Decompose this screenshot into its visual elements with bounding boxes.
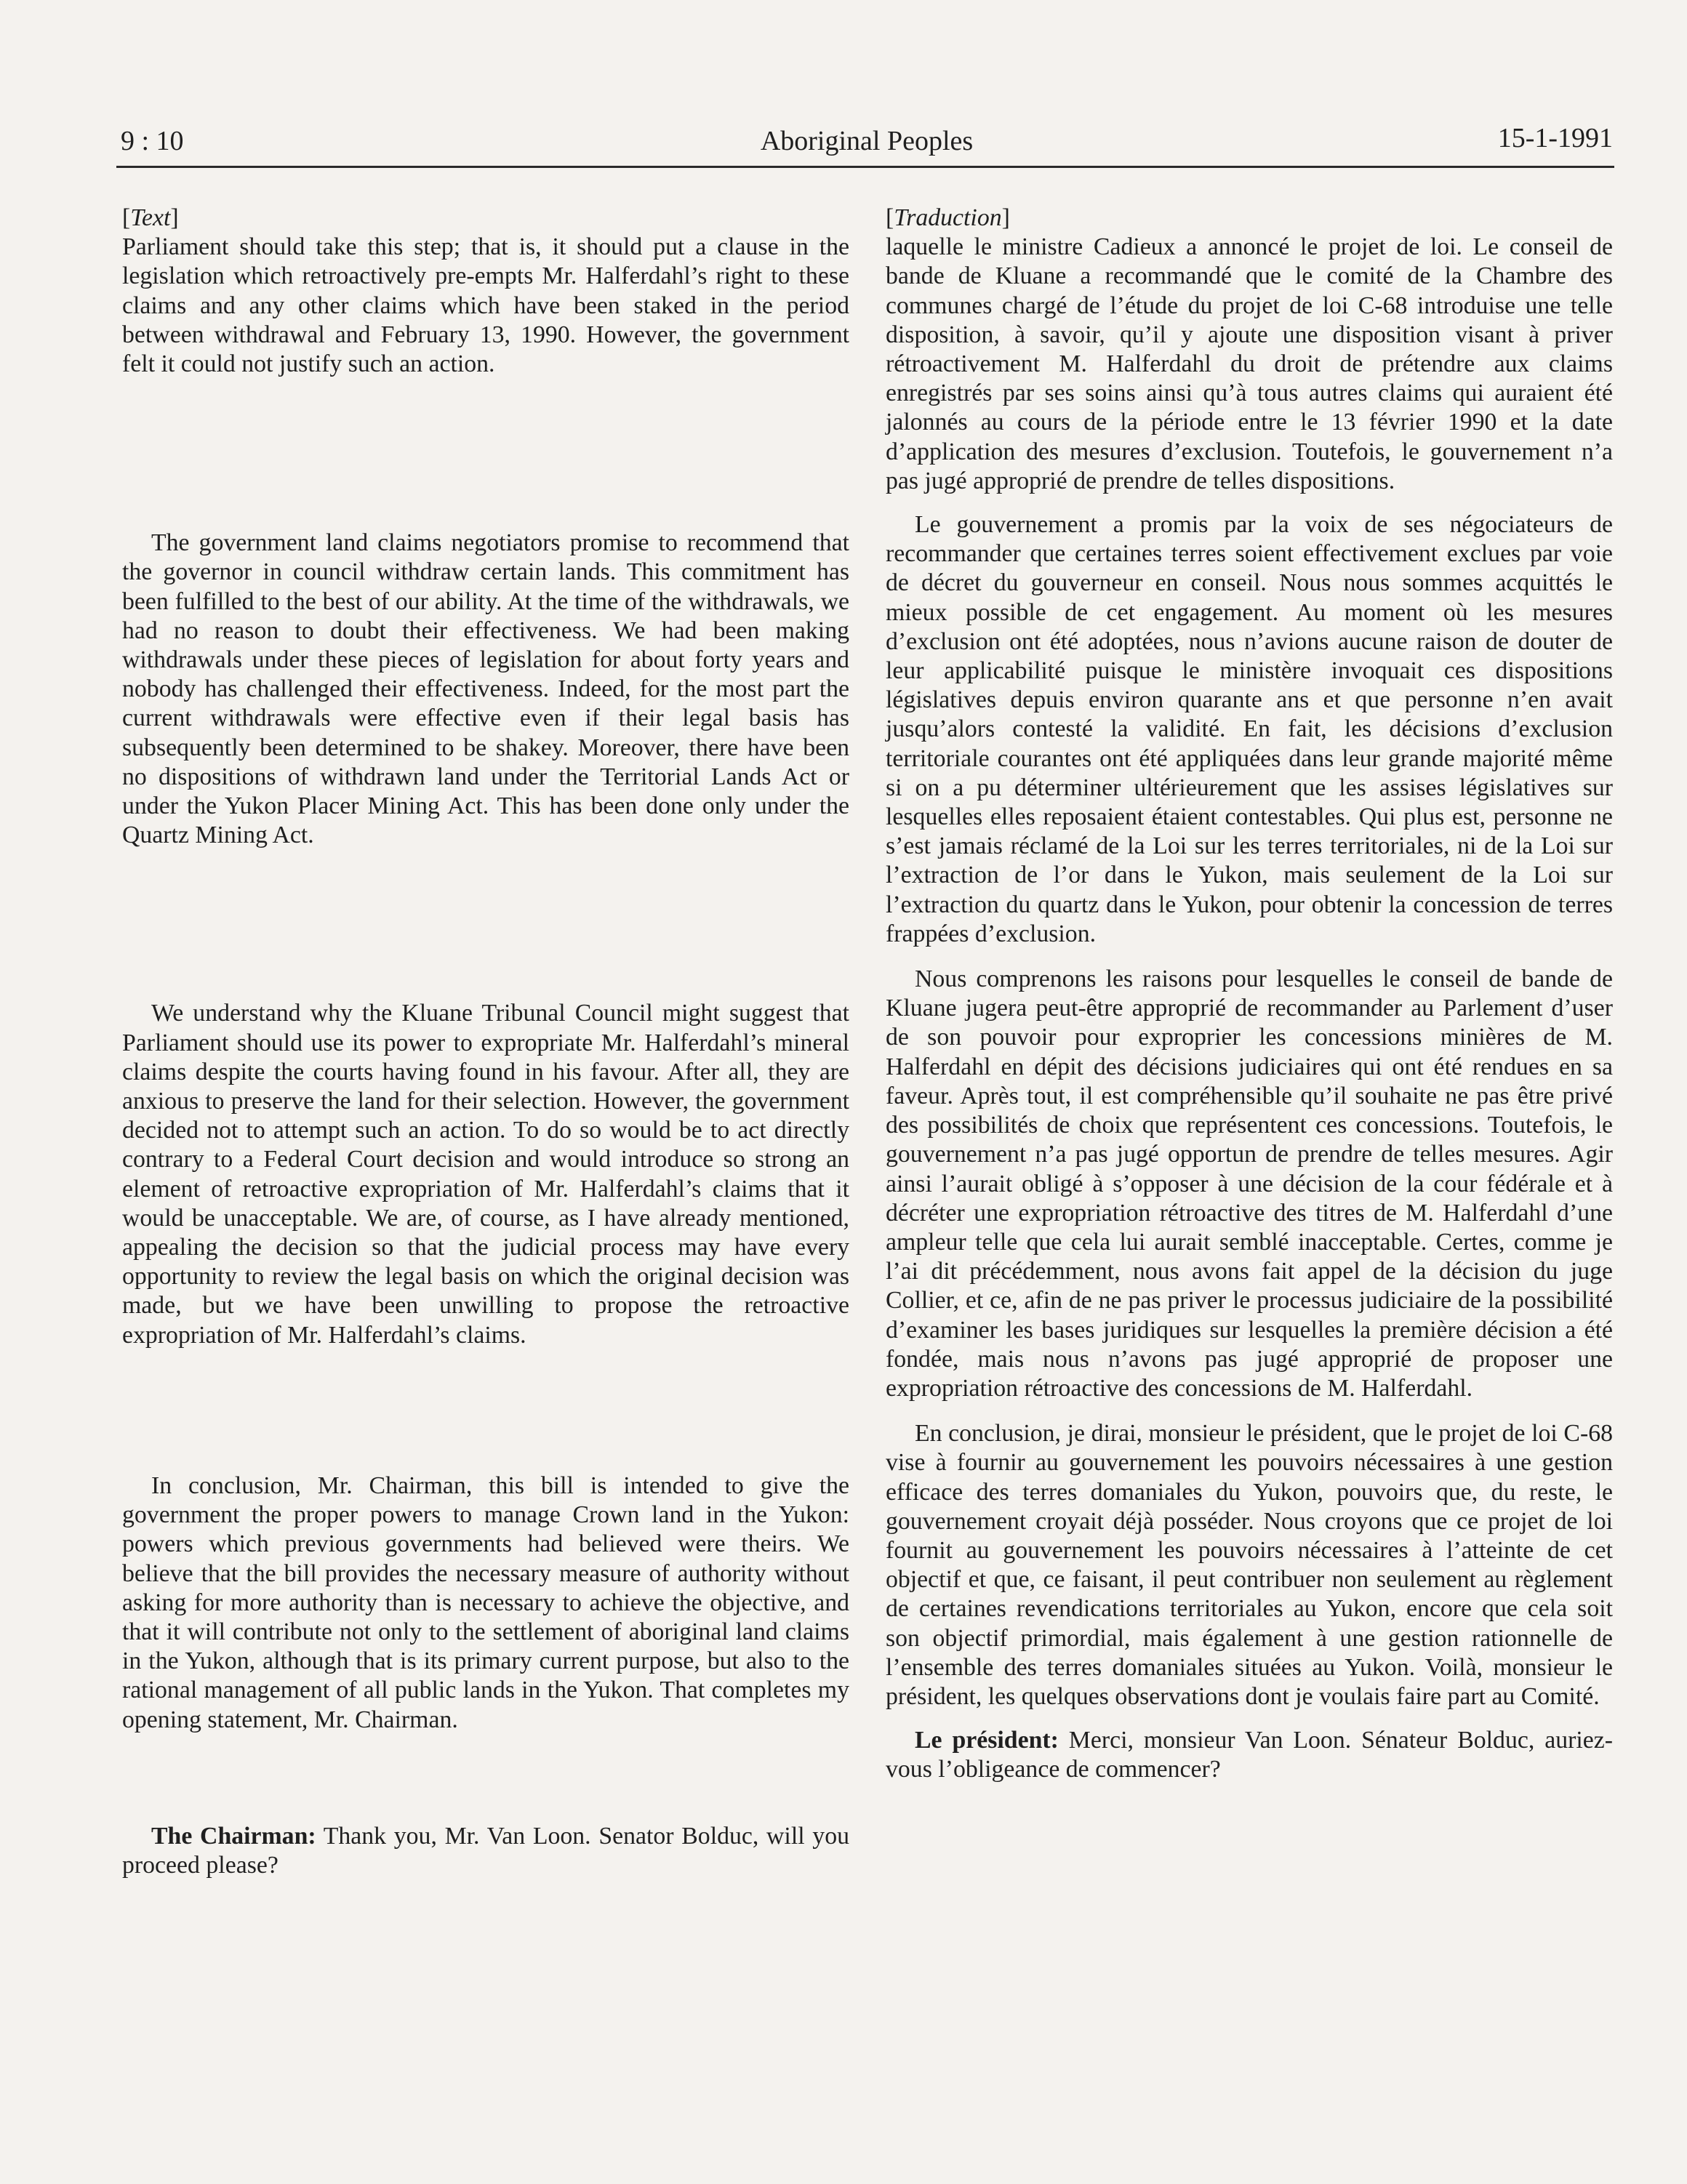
paragraph: laquelle le ministre Cadieux a annoncé le projet de loi. Le conseil de bande de Kluane a recommandé que le comité de la Chambre des communes chargé de l’étude du projet de loi C-68 introduise une telle disposition, à savoir, qu’il y ajoute une disposition visant à priver rétroactivement M. Halferdahl du droit de prétendre aux claims enregistrés par ses soins ainsi qu’à tous autres claims qui auraient été jalonnés au cours de la période entre le 13 février 1990 et la date d’application des mesures d’exclusion. Toutefois, le gouvernement n’a pas jugé approprié de prendre de telles dispositions.	[886, 233, 1613, 494]
column-label-french: [Traduction]	[886, 204, 1010, 231]
statement-text: Thank you, Mr. Van Loon. Senator Bolduc, will you proceed please?	[122, 1822, 849, 1879]
column-label-text: Traduction	[894, 204, 1002, 231]
page-title: Aboriginal Peoples	[760, 126, 974, 156]
speaker-statement	[122, 1822, 849, 1880]
page-date: 15-1-1991	[1497, 123, 1613, 153]
statement-text: Merci, monsieur Van Loon. Sénateur Bolduc, auriez-vous l’obligeance de commencer?	[886, 1727, 1613, 1783]
column-label-english: [Text]	[122, 204, 179, 231]
paragraph: Nous comprenons les raisons pour lesquelles le conseil de bande de Kluane jugera peut-être approprié de recommander au Parlement d’user de son pouvoir pour exproprier les concessions minières de M. Halferdahl en dépit des décisions judiciaires qui ont été rendues en sa faveur. Après tout, il est compréhensible qu’il souhaite ne pas être privé des possibilités de choix que représentent ces concessions. Toutefois, le gouvernement n’a pas jugé opportun de prendre de telles mesures. Agir ainsi l’aurait obligé à s’opposer à une décision de la cour fédérale et à décréter une expropriation rétroactive des titres de M. Halferdahl d’une ampleur telle que cela lui aurait semblé inacceptable. Certes, comme je l’ai dit précédemment, nous avons fait appel de la décision du juge Collier, et ce, afin de ne pas priver le processus judiciaire de la possibilité d’examiner les bases juridiques sur lesquelles la première décision a été fondée, mais nous n’avons pas jugé approprié de proposer une expropriation rétroactive des concessions de M. Halferdahl.	[886, 965, 1613, 1402]
paragraph: En conclusion, je dirai, monsieur le président, que le projet de loi C-68 vise à fournir au gouvernement les pouvoirs nécessaires à une gestion efficace des terres domaniales du Yukon, pouvoirs que, du reste, le gouvernement croyait déjà posséder. Nous croyons que ce projet de loi fournit au gouvernement les pouvoirs nécessaires à l’atteinte de cet objectif et que, ce faisant, il peut contribuer non seulement au règlement de certaines revendications territoriales au Yukon, encore que cela soit son objectif primordial, mais également à une gestion rationnelle de l’ensemble des terres domaniales situées au Yukon. Voilà, monsieur le président, les quelques observations dont je voulais faire part au Comité.	[886, 1420, 1613, 1710]
french-column	[886, 204, 1613, 1785]
column-label-text: Text	[130, 204, 171, 231]
english-column	[122, 204, 849, 1880]
paragraph: Le gouvernement a promis par la voix de ses négociateurs de recommander que certaines terres soient effectivement exclues par voie de décret du gouverneur en conseil. Nous nous sommes acquittés le mieux possible de cet engagement. Au moment où les mesures d’exclusion ont été adoptées, nous n’avions aucune raison de douter de leur applicabilité puisque le ministère invoquait ces dispositions législatives depuis environ quarante ans et que personne n’en avait jusqu’alors contesté la validité. En fait, les décisions d’exclusion territoriale courantes ont été appliquées dans leur grande majorité même si on a pu déterminer ultérieurement que les assises législatives sur lesquelles elles reposaient étaient contestables. Qui plus est, personne ne s’est jamais réclamé de la Loi sur les terres territoriales, ni de la Loi sur l’extraction de l’or dans le Yukon, mais seulement de la Loi sur l’extraction du quartz dans le Yukon, pour obtenir la concession de terres frappées d’exclusion.	[886, 511, 1613, 947]
paragraph: We understand why the Kluane Tribunal Council might suggest that Parliament should use its power to expropriate Mr. Halferdahl’s mineral claims despite the courts having found in his favour. After all, they are anxious to preserve the land for their selection. However, the government decided not to attempt such an action. To do so would be to act directly contrary to a Federal Court decision and would introduce so strong an element of retroactive expropriation of Mr. Halferdahl’s claims that it would be unacceptable. We are, of course, as I have already mentioned, appealing the decision so that the judicial process may have every opportunity to review the legal basis on which the original decision was made, but we have been unwilling to propose the retroactive expropriation of Mr. Halferdahl’s claims.	[122, 1000, 849, 1349]
paragraph: Parliament should take this step; that is, it should put a clause in the legislation which retroactively pre-empts Mr. Halferdahl’s right to these claims and any other claims which have been staked in the period between withdrawal and February 13, 1990. However, the government felt it could not justify such an action.	[122, 233, 849, 378]
page-header	[121, 122, 1613, 166]
header-rule	[116, 166, 1614, 168]
paragraph: The government land claims negotiators promise to recommend that the governor in council withdraw certain lands. This commitment has been fulfilled to the best of our ability. At the time of the withdrawals, we had no reason to doubt their effectiveness. We had been making withdrawals under these pieces of legislation for about forty years and nobody has challenged their effectiveness. Indeed, for the most part the current withdrawals were effective even if their legal basis has subsequently been determined to be shakey. Moreover, there have been no dispositions of withdrawn land under the Territorial Lands Act or under the Yukon Placer Mining Act. This has been done only under the Quartz Mining Act.	[122, 529, 849, 849]
speaker-name: The Chairman:	[151, 1822, 316, 1850]
paragraph: In conclusion, Mr. Chairman, this bill is intended to give the government the proper powers to manage Crown land in the Yukon: powers which previous governments had believed were theirs. We believe that the bill provides the necessary measure of authority without asking for more authority than is necessary to achieve the objective, and that it will contribute not only to the settlement of aboriginal land claims in the Yukon, although that is its primary current purpose, but also to the rational management of all public lands in the Yukon. That completes my opening statement, Mr. Chairman.	[122, 1472, 849, 1733]
speaker-statement	[886, 1726, 1613, 1784]
speaker-name: Le président:	[915, 1727, 1059, 1754]
page-number: 9 : 10	[121, 126, 184, 156]
